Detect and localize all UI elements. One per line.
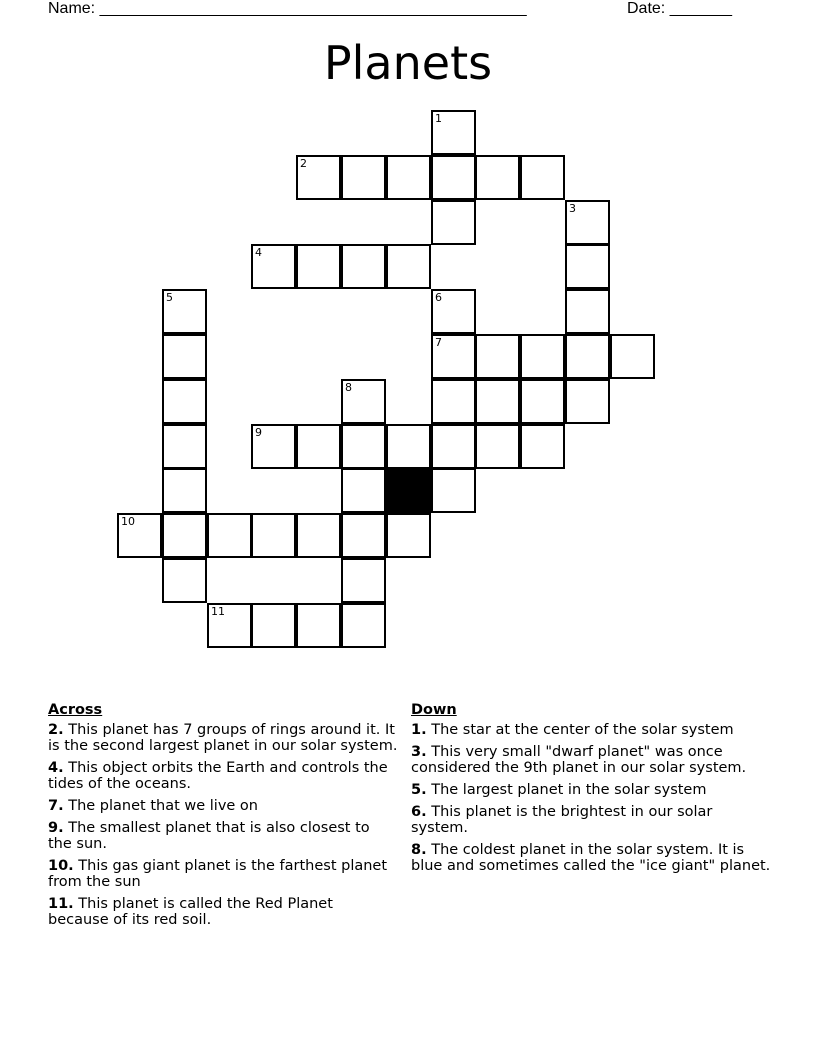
clue-down-8 [411,842,771,874]
grid-cell[interactable] [341,379,386,424]
clue-across-7 [48,798,398,814]
grid-cell[interactable] [251,424,296,469]
cell-number: 2 [300,157,307,170]
grid-cell[interactable] [251,244,296,289]
grid-cell[interactable] [431,110,476,155]
grid-cell[interactable] [565,244,610,289]
grid-cell[interactable] [565,334,610,379]
grid-cell[interactable] [162,289,207,334]
grid-cell[interactable] [565,200,610,245]
clue-text: The star at the center of the solar system [431,722,734,738]
grid-cell[interactable] [475,334,520,379]
grid-cell[interactable] [431,379,476,424]
clue-number: 4. [48,760,64,776]
clue-down-5 [411,782,771,798]
across-heading: Across [48,702,103,718]
clue-number: 6. [411,804,427,820]
grid-cell[interactable] [162,558,207,603]
clue-number: 3. [411,744,427,760]
grid-cell[interactable] [431,200,476,245]
grid-cell[interactable] [341,424,386,469]
grid-cell[interactable] [341,155,386,200]
grid-cell[interactable] [520,379,565,424]
grid-cell[interactable] [162,513,207,558]
grid-cell[interactable] [431,468,476,513]
grid-cell[interactable] [296,513,341,558]
grid-cell[interactable] [162,334,207,379]
clue-down-6 [411,804,771,836]
clue-text: This planet is the brightest in our solar system. [411,804,713,836]
grid-cell[interactable] [431,424,476,469]
clue-text: The smallest planet that is also closest to the sun. [48,820,370,852]
clue-across-2 [48,722,398,754]
grid-cell[interactable] [296,244,341,289]
clue-down-1 [411,722,771,738]
grid-cell[interactable] [565,379,610,424]
clue-number: 1. [411,722,427,738]
clue-text: This very small "dwarf planet" was once considered the 9th planet in our solar system. [411,744,747,776]
grid-cell[interactable] [386,155,431,200]
grid-cell[interactable] [296,603,341,648]
clue-across-11 [48,896,398,928]
clue-text: This planet is called the Red Planet because of its red soil. [48,896,333,928]
down-clues [411,702,771,880]
grid-cell[interactable] [207,513,252,558]
grid-cell[interactable] [251,513,296,558]
clue-text: The coldest planet in the solar system. It is blue and sometimes called the "ice giant" planet. [411,842,771,874]
grid-cell[interactable] [565,289,610,334]
cell-number: 5 [166,291,173,304]
grid-cell[interactable] [610,334,655,379]
grid-cell[interactable] [341,603,386,648]
grid-cell[interactable] [162,379,207,424]
grid-cell[interactable] [162,468,207,513]
cell-number: 8 [345,381,352,394]
grid-block-cell [386,468,431,513]
clue-text: This gas giant planet is the farthest planet from the sun [48,858,388,890]
cell-number: 10 [121,515,135,528]
grid-cell[interactable] [520,155,565,200]
grid-cell[interactable] [341,558,386,603]
grid-cell[interactable] [431,334,476,379]
grid-cell[interactable] [296,155,341,200]
clue-number: 5. [411,782,427,798]
clue-number: 7. [48,798,64,814]
clue-across-4 [48,760,398,792]
grid-cell[interactable] [341,513,386,558]
clue-number: 10. [48,858,74,874]
cell-number: 11 [211,605,225,618]
clue-number: 11. [48,896,74,912]
clue-across-10 [48,858,398,890]
grid-cell[interactable] [296,424,341,469]
grid-cell[interactable] [162,424,207,469]
cell-number: 3 [569,202,576,215]
grid-cell[interactable] [117,513,162,558]
clue-text: This object orbits the Earth and controls the tides of the oceans. [48,760,388,792]
grid-cell[interactable] [251,603,296,648]
cell-number: 1 [435,112,442,125]
grid-cell[interactable] [431,155,476,200]
clue-text: The largest planet in the solar system [431,782,707,798]
cell-number: 4 [255,246,262,259]
date-field[interactable]: Date: _______ [627,0,732,17]
grid-cell[interactable] [520,334,565,379]
grid-cell[interactable] [475,155,520,200]
grid-cell[interactable] [386,513,431,558]
cell-number: 9 [255,426,262,439]
clue-number: 2. [48,722,64,738]
clue-number: 9. [48,820,64,836]
cell-number: 7 [435,336,442,349]
grid-cell[interactable] [386,424,431,469]
clue-across-9 [48,820,398,852]
grid-cell[interactable] [386,244,431,289]
grid-cell[interactable] [207,603,252,648]
across-clues [48,702,398,934]
grid-cell[interactable] [475,379,520,424]
cell-number: 6 [435,291,442,304]
clue-text: The planet that we live on [68,798,258,814]
grid-cell[interactable] [341,244,386,289]
grid-cell[interactable] [520,424,565,469]
grid-cell[interactable] [475,424,520,469]
grid-cell[interactable] [341,468,386,513]
name-field[interactable]: Name: ________________________________________________ [48,0,527,17]
clue-text: This planet has 7 groups of rings around it. It is the second largest planet in our solar system. [48,722,398,754]
grid-cell[interactable] [431,289,476,334]
clue-number: 8. [411,842,427,858]
down-heading: Down [411,702,457,718]
clue-down-3 [411,744,771,776]
page-title: Planets [323,36,493,90]
